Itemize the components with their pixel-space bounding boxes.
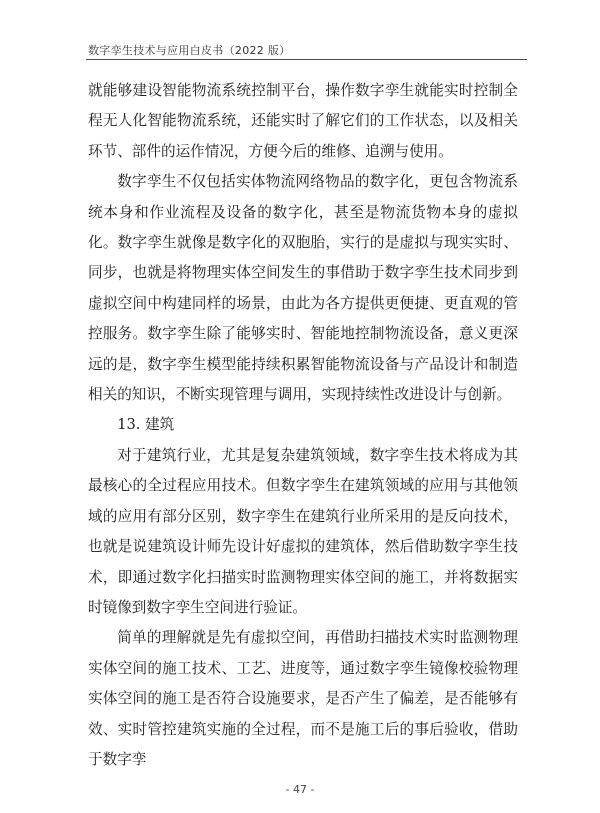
section-heading-construction: 13. 建筑: [117, 416, 175, 434]
paragraph-digital-twin-logistics: 数字孪生不仅包括实体物流网络物品的数字化，更包含物流系统本身和作业流程及设备的数字化，甚至是物流货物本身的虚拟化。数字孪生就像是数字化的双胞胎，实行的是虚拟与现实实时、同步，也就是将物理实体空间发生的事借助于数字孪生技术同步到虚拟空间中构建同样的场景，由此为各方提供更便捷、更直观的管控服务。数字孪生除了能够实时、智能地控制物流设备，意义更深远的是，数字孪生模型能持续积累智能物流设备与产品设计和制造相关的知识，不断实现管理与调用，实现持续性改进设计与创新。: [88, 173, 518, 404]
paragraph-continuation: 就能够建设智能物流系统控制平台，操作数字孪生就能实时控制全程无人化智能物流系统，还能实时了解它们的工作状态，以及相关环节、部件的运作情况，方便今后的维修、追溯与使用。: [88, 82, 518, 160]
paragraph-simple-understanding: 简单的理解就是先有虚拟空间，再借助扫描技术实时监测物理实体空间的施工技术、工艺、进度等，通过数字孪生镜像校验物理实体空间的施工是否符合设施要求，是否产生了偏差，是否能够有效、实时管控建筑实施的全过程，而不是施工后的事后验收，借助于数字孪: [88, 629, 518, 768]
header-rule: [86, 59, 527, 60]
running-header: 数字孪生技术与应用白皮书（2022 版）: [88, 44, 291, 57]
page-number: - 47 -: [285, 783, 315, 796]
paragraph-construction-industry: 对于建筑行业，尤其是复杂建筑领域，数字孪生技术将成为其最核心的全过程应用技术。但数字孪生在建筑领域的应用与其他领域的应用有部分区别，数字孪生在建筑行业所采用的是反向技术，也就是说建筑设计师先设计好虚拟的建筑体，然后借助数字孪生技术，即通过数字化扫描实时监测物理实体空间的施工，并将数据实时镜像到数字孪生空间进行验证。: [88, 446, 518, 616]
body-text: [88, 76, 518, 775]
